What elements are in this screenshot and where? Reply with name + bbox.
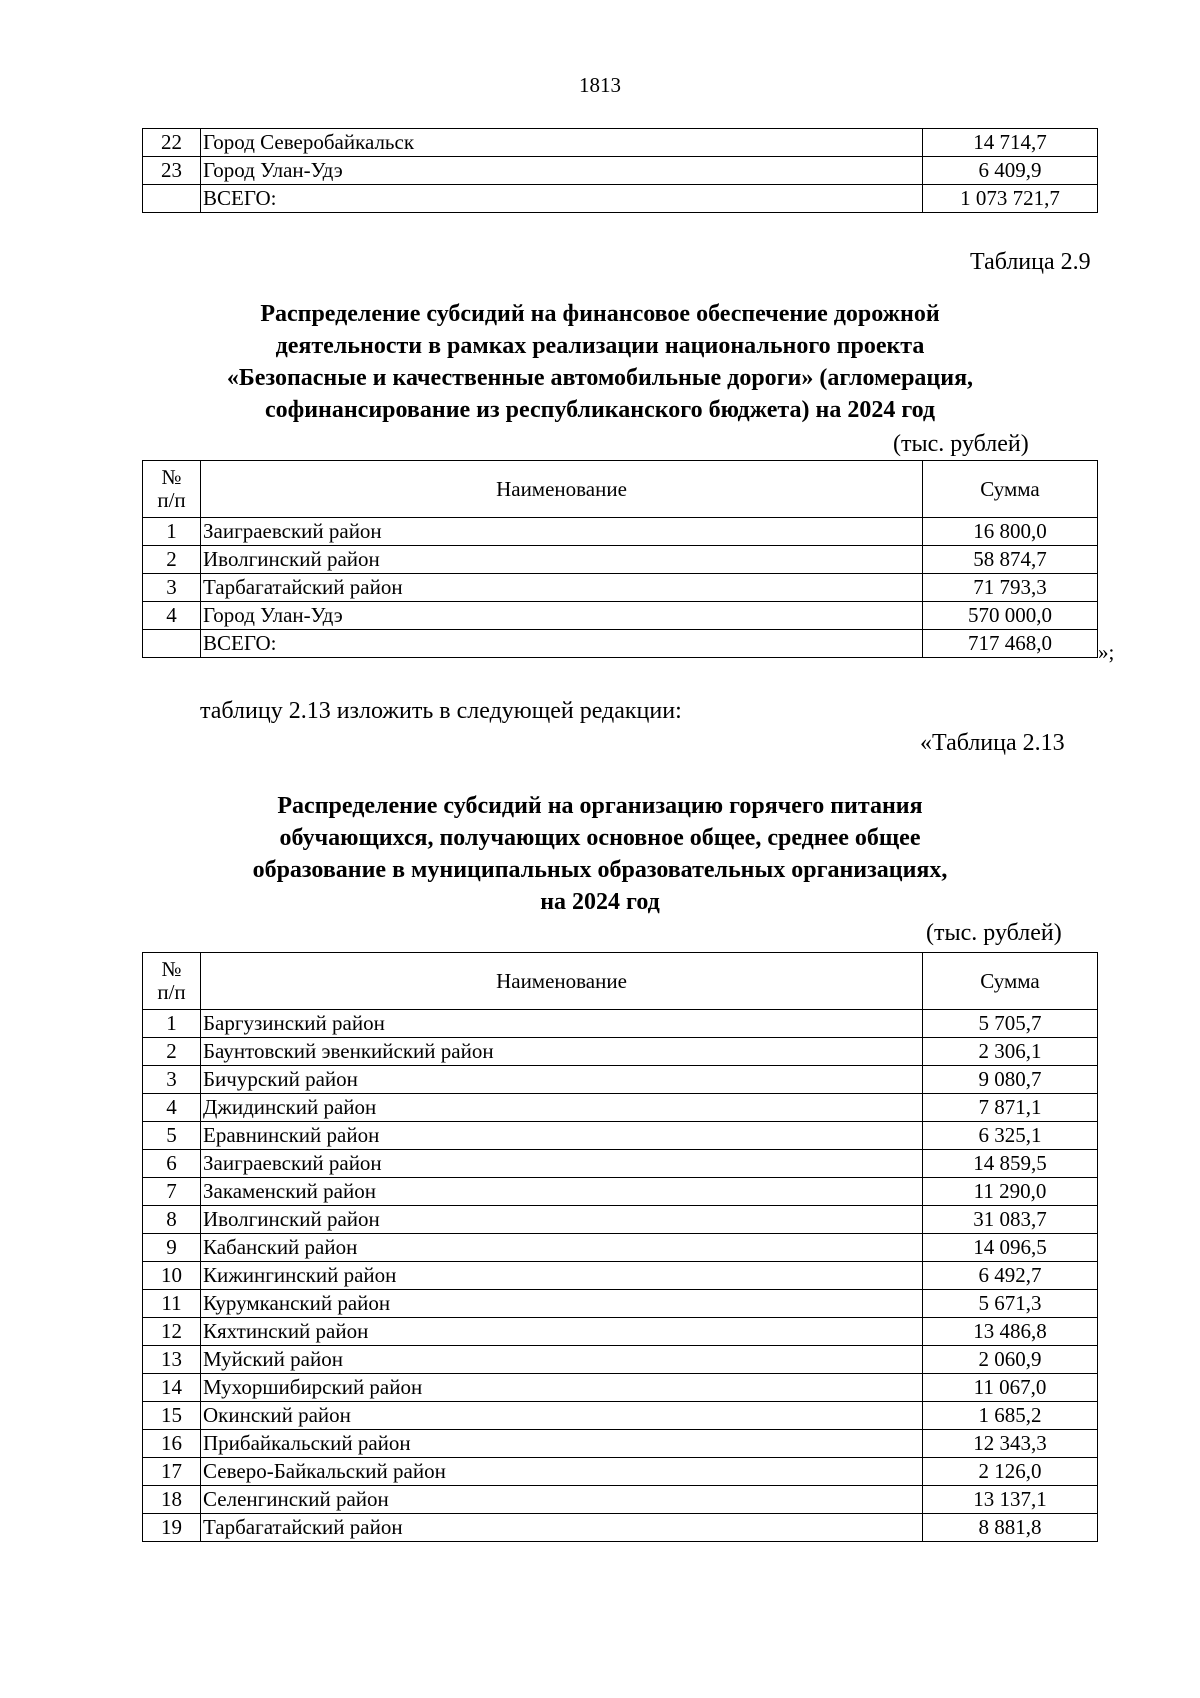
header-name-cell: Наименование — [201, 953, 923, 1010]
row-name-cell: Тарбагатайский район — [201, 1514, 923, 1542]
row-name-cell: Окинский район — [201, 1402, 923, 1430]
row-sum-cell: 2 126,0 — [923, 1458, 1098, 1486]
row-number-cell: 2 — [143, 546, 201, 574]
title-line: на 2024 год — [540, 889, 660, 915]
header-sum-cell: Сумма — [923, 953, 1098, 1010]
row-number-cell: 2 — [143, 1038, 201, 1066]
row-name-cell: Тарбагатайский район — [201, 574, 923, 602]
continued-table — [142, 128, 1098, 213]
row-number-cell: 15 — [143, 1402, 201, 1430]
row-name-cell: Селенгинский район — [201, 1486, 923, 1514]
row-sum-cell: 2 306,1 — [923, 1038, 1098, 1066]
row-name-cell: Заиграевский район — [201, 518, 923, 546]
row-number-cell: 23 — [143, 157, 201, 185]
row-number-cell: 4 — [143, 602, 201, 630]
title-line: «Безопасные и качественные автомобильные дороги» (агломерация, — [226, 365, 974, 391]
instruction-text: таблицу 2.13 изложить в следующей редакции: — [200, 698, 682, 724]
row-name-cell: ВСЕГО: — [201, 185, 923, 213]
table-row — [143, 1318, 1098, 1346]
row-name-cell: Джидинский район — [201, 1094, 923, 1122]
row-number-cell: 14 — [143, 1374, 201, 1402]
table-row — [143, 1122, 1098, 1150]
row-name-cell: Заиграевский район — [201, 1150, 923, 1178]
table-row — [143, 1402, 1098, 1430]
table-row — [143, 1374, 1098, 1402]
continued-table-body — [143, 129, 1098, 213]
row-sum-cell: 2 060,9 — [923, 1346, 1098, 1374]
table-2-9-title — [150, 298, 1050, 426]
row-name-cell: Еравнинский район — [201, 1122, 923, 1150]
row-number-cell: 7 — [143, 1178, 201, 1206]
table-2-13-label: «Таблица 2.13 — [920, 730, 1065, 756]
row-sum-cell: 6 492,7 — [923, 1262, 1098, 1290]
row-number-cell: 6 — [143, 1150, 201, 1178]
row-sum-cell: 14 096,5 — [923, 1234, 1098, 1262]
table-header-row — [143, 461, 1098, 518]
row-name-cell: Город Улан-Удэ — [201, 157, 923, 185]
title-line: обучающихся, получающих основное общее, среднее общее — [279, 825, 921, 851]
row-name-cell: Иволгинский район — [201, 546, 923, 574]
table-row — [143, 1290, 1098, 1318]
table-row — [143, 1430, 1098, 1458]
title-line: софинансирование из республиканского бюджета) на 2024 год — [264, 397, 936, 423]
row-sum-cell: 31 083,7 — [923, 1206, 1098, 1234]
row-sum-cell: 13 137,1 — [923, 1486, 1098, 1514]
table-2-9-units: (тыс. рублей) — [893, 431, 1029, 457]
row-sum-cell: 13 486,8 — [923, 1318, 1098, 1346]
header-name-cell: Наименование — [201, 461, 923, 518]
row-number-cell: 22 — [143, 129, 201, 157]
closing-quote: »; — [1098, 640, 1115, 664]
row-number-cell: 16 — [143, 1430, 201, 1458]
row-sum-cell: 58 874,7 — [923, 546, 1098, 574]
table-row — [143, 1262, 1098, 1290]
row-name-cell: Город Улан-Удэ — [201, 602, 923, 630]
table-row — [143, 602, 1098, 630]
table-row — [143, 1206, 1098, 1234]
header-num-cell — [143, 953, 201, 1010]
row-sum-cell: 7 871,1 — [923, 1094, 1098, 1122]
row-sum-cell: 71 793,3 — [923, 574, 1098, 602]
row-name-cell: Баунтовский эвенкийский район — [201, 1038, 923, 1066]
row-sum-cell: 5 705,7 — [923, 1010, 1098, 1038]
row-sum-cell: 570 000,0 — [923, 602, 1098, 630]
row-name-cell: Прибайкальский район — [201, 1430, 923, 1458]
row-number-cell: 10 — [143, 1262, 201, 1290]
row-number-cell: 12 — [143, 1318, 201, 1346]
table-row — [143, 574, 1098, 602]
row-sum-cell: 6 325,1 — [923, 1122, 1098, 1150]
row-sum-cell: 8 881,8 — [923, 1514, 1098, 1542]
table-2-13-units: (тыс. рублей) — [926, 920, 1062, 946]
row-sum-cell: 16 800,0 — [923, 518, 1098, 546]
row-sum-cell: 11 067,0 — [923, 1374, 1098, 1402]
row-name-cell: Муйский район — [201, 1346, 923, 1374]
row-sum-cell: 5 671,3 — [923, 1290, 1098, 1318]
table-row — [143, 1514, 1098, 1542]
table-2-13-title — [150, 790, 1050, 918]
header-num-symbol: № — [161, 957, 182, 981]
title-line: Распределение субсидий на организацию горячего питания — [277, 793, 923, 819]
row-sum-cell: 14 714,7 — [923, 129, 1098, 157]
table-row — [143, 1458, 1098, 1486]
table-row — [143, 1178, 1098, 1206]
row-name-cell: Кяхтинский район — [201, 1318, 923, 1346]
table-row — [143, 1234, 1098, 1262]
table-row — [143, 1150, 1098, 1178]
title-line: деятельности в рамках реализации национального проекта — [275, 333, 925, 359]
header-num-abbr: п/п — [157, 980, 186, 1004]
table-row — [143, 1038, 1098, 1066]
table-row — [143, 185, 1098, 213]
table-row — [143, 546, 1098, 574]
row-number-cell: 1 — [143, 518, 201, 546]
header-sum-cell: Сумма — [923, 461, 1098, 518]
row-name-cell: Закаменский район — [201, 1178, 923, 1206]
table-row — [143, 157, 1098, 185]
table-2-13 — [142, 952, 1098, 1542]
row-name-cell: Курумканский район — [201, 1290, 923, 1318]
header-num-symbol: № — [161, 465, 182, 489]
row-number-cell: 8 — [143, 1206, 201, 1234]
row-sum-cell: 11 290,0 — [923, 1178, 1098, 1206]
row-name-cell: Кабанский район — [201, 1234, 923, 1262]
table-2-13-body — [143, 1010, 1098, 1542]
table-2-9-body — [143, 518, 1098, 658]
row-number-cell: 9 — [143, 1234, 201, 1262]
row-sum-cell: 12 343,3 — [923, 1430, 1098, 1458]
row-number-cell: 11 — [143, 1290, 201, 1318]
table-row — [143, 1066, 1098, 1094]
row-number-cell: 4 — [143, 1094, 201, 1122]
row-number-cell — [143, 630, 201, 658]
table-row — [143, 518, 1098, 546]
row-name-cell: Кижингинский район — [201, 1262, 923, 1290]
row-sum-cell: 14 859,5 — [923, 1150, 1098, 1178]
row-sum-cell: 1 073 721,7 — [923, 185, 1098, 213]
table-row — [143, 1094, 1098, 1122]
table-row — [143, 630, 1098, 658]
page-number: 1813 — [579, 73, 621, 97]
header-num-abbr: п/п — [157, 488, 186, 512]
row-name-cell: Город Северобайкальск — [201, 129, 923, 157]
table-header-row — [143, 953, 1098, 1010]
row-sum-cell: 1 685,2 — [923, 1402, 1098, 1430]
row-number-cell: 13 — [143, 1346, 201, 1374]
table-2-9-label: Таблица 2.9 — [970, 249, 1091, 275]
row-number-cell: 3 — [143, 574, 201, 602]
row-name-cell: Иволгинский район — [201, 1206, 923, 1234]
row-number-cell: 19 — [143, 1514, 201, 1542]
row-name-cell: Северо-Байкальский район — [201, 1458, 923, 1486]
title-line: Распределение субсидий на финансовое обеспечение дорожной — [260, 301, 940, 327]
row-number-cell — [143, 185, 201, 213]
table-row — [143, 129, 1098, 157]
row-number-cell: 1 — [143, 1010, 201, 1038]
table-row — [143, 1346, 1098, 1374]
row-name-cell: Баргузинский район — [201, 1010, 923, 1038]
row-sum-cell: 9 080,7 — [923, 1066, 1098, 1094]
title-line: образование в муниципальных образовательных организациях, — [252, 857, 948, 883]
row-name-cell: ВСЕГО: — [201, 630, 923, 658]
table-row — [143, 1486, 1098, 1514]
row-number-cell: 18 — [143, 1486, 201, 1514]
row-number-cell: 17 — [143, 1458, 201, 1486]
row-sum-cell: 717 468,0 — [923, 630, 1098, 658]
table-row — [143, 1010, 1098, 1038]
row-name-cell: Мухоршибирский район — [201, 1374, 923, 1402]
row-number-cell: 5 — [143, 1122, 201, 1150]
table-2-9 — [142, 460, 1098, 658]
row-name-cell: Бичурский район — [201, 1066, 923, 1094]
header-num-cell — [143, 461, 201, 518]
row-number-cell: 3 — [143, 1066, 201, 1094]
row-sum-cell: 6 409,9 — [923, 157, 1098, 185]
